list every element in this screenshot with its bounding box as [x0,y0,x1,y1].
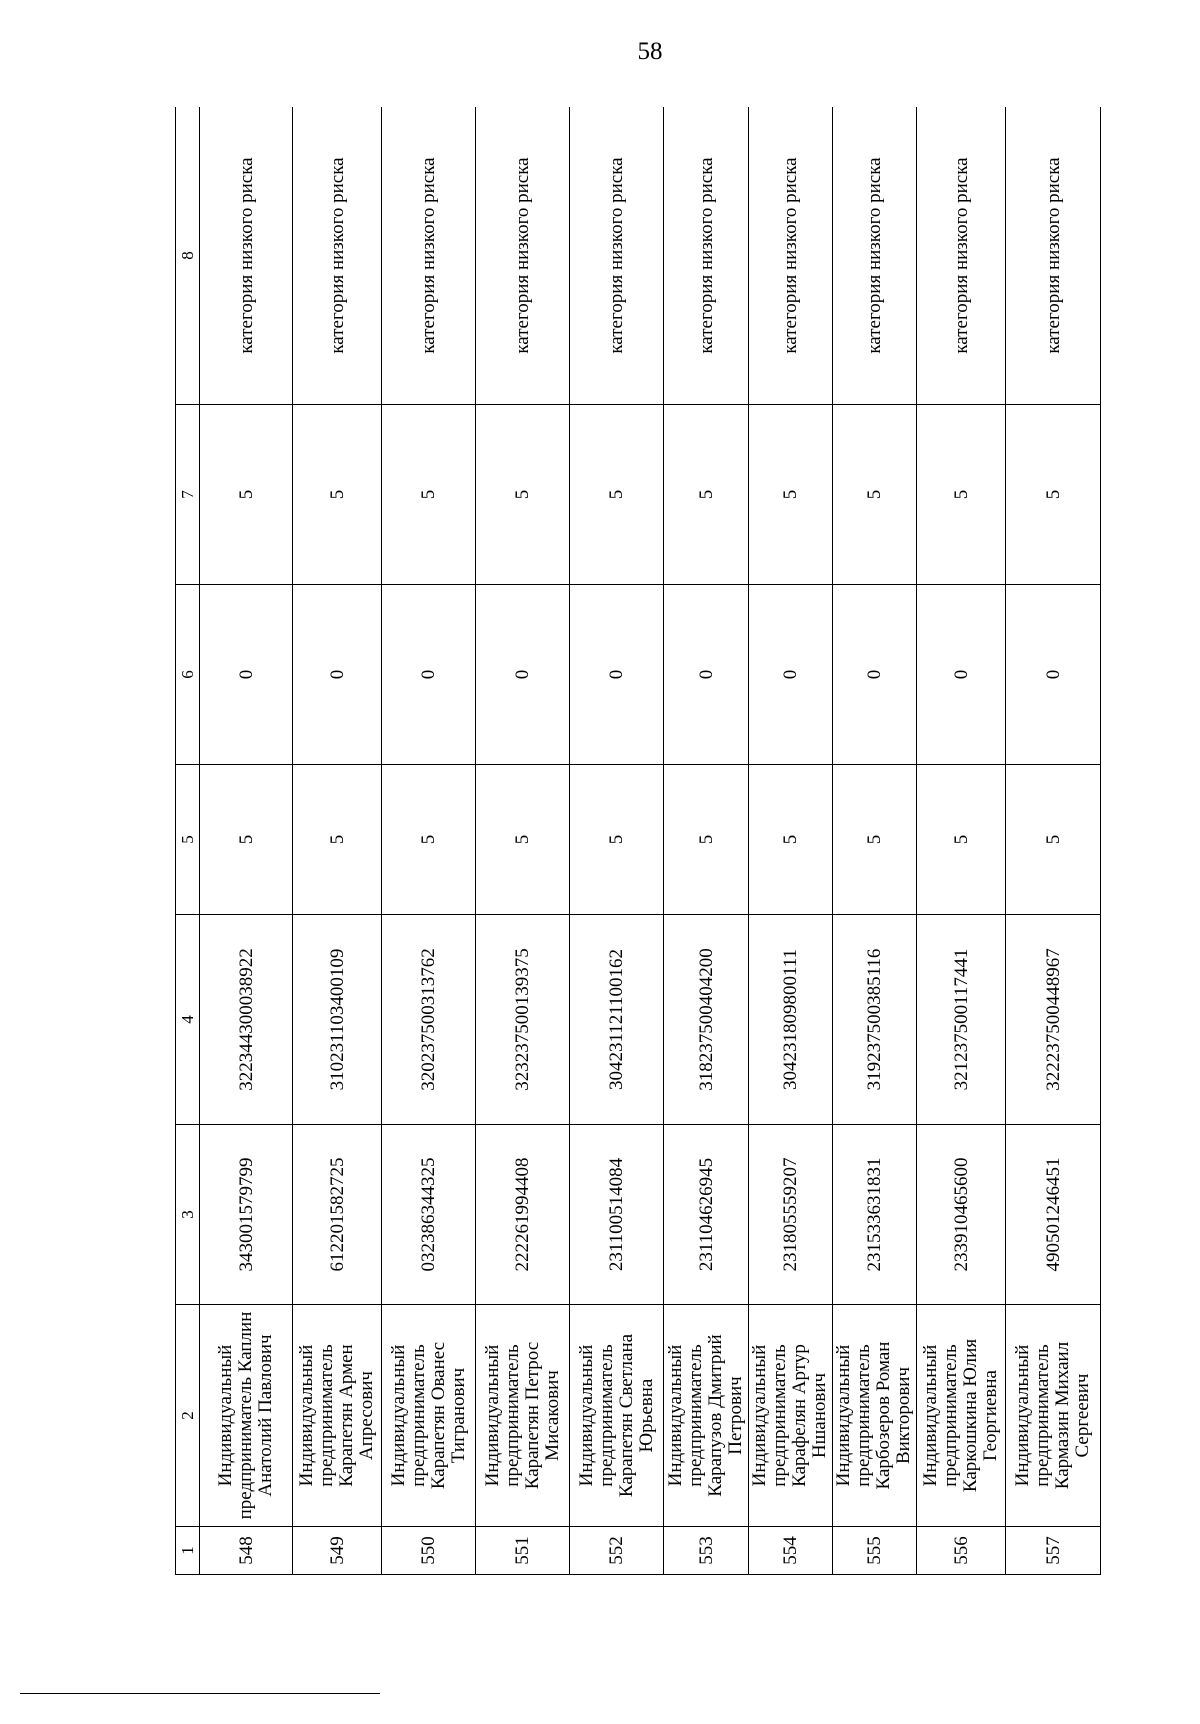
page-number: 58 [637,38,663,65]
cell-col6: 0 [832,585,916,765]
header-cell-2: 2 [176,1305,200,1527]
table-row [748,107,832,1575]
cell-col6: 0 [476,585,570,765]
cell-number: 555 [832,1527,916,1575]
cell-col6: 0 [569,585,664,765]
cell-col7: 5 [916,405,1005,585]
cell-col5: 5 [293,765,381,915]
cell-ogrnip: 318237500404200 [664,915,748,1125]
cell-number: 550 [381,1527,476,1575]
table-row [832,107,916,1575]
cell-ogrnip: 319237500385116 [832,915,916,1125]
cell-col5: 5 [832,765,916,915]
cell-col7: 5 [381,405,476,585]
cell-col6: 0 [664,585,748,765]
cell-col6: 0 [199,585,293,765]
cell-col7: 5 [199,405,293,585]
cell-inn: 343001579799 [199,1125,293,1305]
cell-col7: 5 [664,405,748,585]
cell-col6: 0 [748,585,832,765]
cell-number: 557 [1006,1527,1101,1575]
cell-risk-category: категория низкого риска [748,107,832,405]
table-row [664,107,748,1575]
registry-table-container [175,107,1101,1575]
header-cell-7: 7 [176,405,200,585]
cell-col5: 5 [664,765,748,915]
cell-risk-category: категория низкого риска [476,107,570,405]
table-row [569,107,664,1575]
cell-inn: 490501246451 [1006,1125,1101,1305]
table-row [199,107,293,1575]
cell-ogrnip: 322344300038922 [199,915,293,1125]
cell-col7: 5 [569,405,664,585]
cell-number: 551 [476,1527,570,1575]
cell-col6: 0 [293,585,381,765]
cell-inn: 032386344325 [381,1125,476,1305]
cell-number: 548 [199,1527,293,1575]
cell-risk-category: категория низкого риска [199,107,293,405]
footnote-rule [20,1693,380,1694]
cell-entrepreneur-name: Индивидуальный предприниматель Каплин Анатолий Павлович [199,1305,293,1527]
header-cell-4: 4 [176,915,200,1125]
cell-entrepreneur-name: Индивидуальный предприниматель Карафелян Артур Ншанович [748,1305,832,1527]
cell-entrepreneur-name: Индивидуальный предприниматель Карбозеров Роман Викторович [832,1305,916,1527]
cell-entrepreneur-name: Индивидуальный предприниматель Каркошкина Юлия Георгиевна [916,1305,1005,1527]
cell-number: 552 [569,1527,664,1575]
cell-col5: 5 [476,765,570,915]
cell-ogrnip: 322237500448967 [1006,915,1101,1125]
cell-entrepreneur-name: Индивидуальный предприниматель Карапетян Светлана Юрьевна [569,1305,664,1527]
cell-col5: 5 [199,765,293,915]
cell-col7: 5 [293,405,381,585]
cell-entrepreneur-name: Индивидуальный предприниматель Карапузов Дмитрий Петрович [664,1305,748,1527]
cell-col6: 0 [916,585,1005,765]
cell-ogrnip: 304231121100162 [569,915,664,1125]
cell-inn: 231533631831 [832,1125,916,1305]
header-cell-1: 1 [176,1527,200,1575]
cell-entrepreneur-name: Индивидуальный предприниматель Карапетян Армен Апресович [293,1305,381,1527]
cell-col6: 0 [1006,585,1101,765]
table-row [293,107,381,1575]
cell-number: 556 [916,1527,1005,1575]
cell-risk-category: категория низкого риска [1006,107,1101,405]
cell-risk-category: категория низкого риска [916,107,1005,405]
cell-ogrnip: 304231809800111 [748,915,832,1125]
cell-col7: 5 [748,405,832,585]
cell-entrepreneur-name: Индивидуальный предприниматель Карапетян Петрос Мисакович [476,1305,570,1527]
registry-table [175,107,1101,1575]
cell-number: 553 [664,1527,748,1575]
rotated-table-frame [175,107,1101,1575]
cell-entrepreneur-name: Индивидуальный предприниматель Кармазин Михаил Сергеевич [1006,1305,1101,1527]
cell-col7: 5 [1006,405,1101,585]
table-row [1006,107,1101,1575]
cell-inn: 612201582725 [293,1125,381,1305]
table-row [476,107,570,1575]
header-cell-8: 8 [176,107,200,405]
cell-number: 549 [293,1527,381,1575]
header-cell-6: 6 [176,585,200,765]
cell-risk-category: категория низкого риска [293,107,381,405]
cell-ogrnip: 320237500313762 [381,915,476,1125]
header-cell-3: 3 [176,1125,200,1305]
cell-inn: 222261994408 [476,1125,570,1305]
cell-ogrnip: 321237500117441 [916,915,1005,1125]
table-row [381,107,476,1575]
cell-col5: 5 [1006,765,1101,915]
cell-col6: 0 [381,585,476,765]
cell-inn: 231100514084 [569,1125,664,1305]
cell-col5: 5 [381,765,476,915]
cell-col5: 5 [569,765,664,915]
header-cell-5: 5 [176,765,200,915]
cell-ogrnip: 323237500139375 [476,915,570,1125]
cell-risk-category: категория низкого риска [664,107,748,405]
cell-col5: 5 [916,765,1005,915]
cell-inn: 231104626945 [664,1125,748,1305]
cell-inn: 233910465600 [916,1125,1005,1305]
cell-col5: 5 [748,765,832,915]
header-row [176,107,200,1575]
cell-risk-category: категория низкого риска [381,107,476,405]
cell-col7: 5 [476,405,570,585]
cell-col7: 5 [832,405,916,585]
cell-risk-category: категория низкого риска [569,107,664,405]
cell-number: 554 [748,1527,832,1575]
cell-ogrnip: 310231103400109 [293,915,381,1125]
cell-entrepreneur-name: Индивидуальный предприниматель Карапетян Ованес Тигранович [381,1305,476,1527]
table-row [916,107,1005,1575]
cell-risk-category: категория низкого риска [832,107,916,405]
cell-inn: 231805559207 [748,1125,832,1305]
